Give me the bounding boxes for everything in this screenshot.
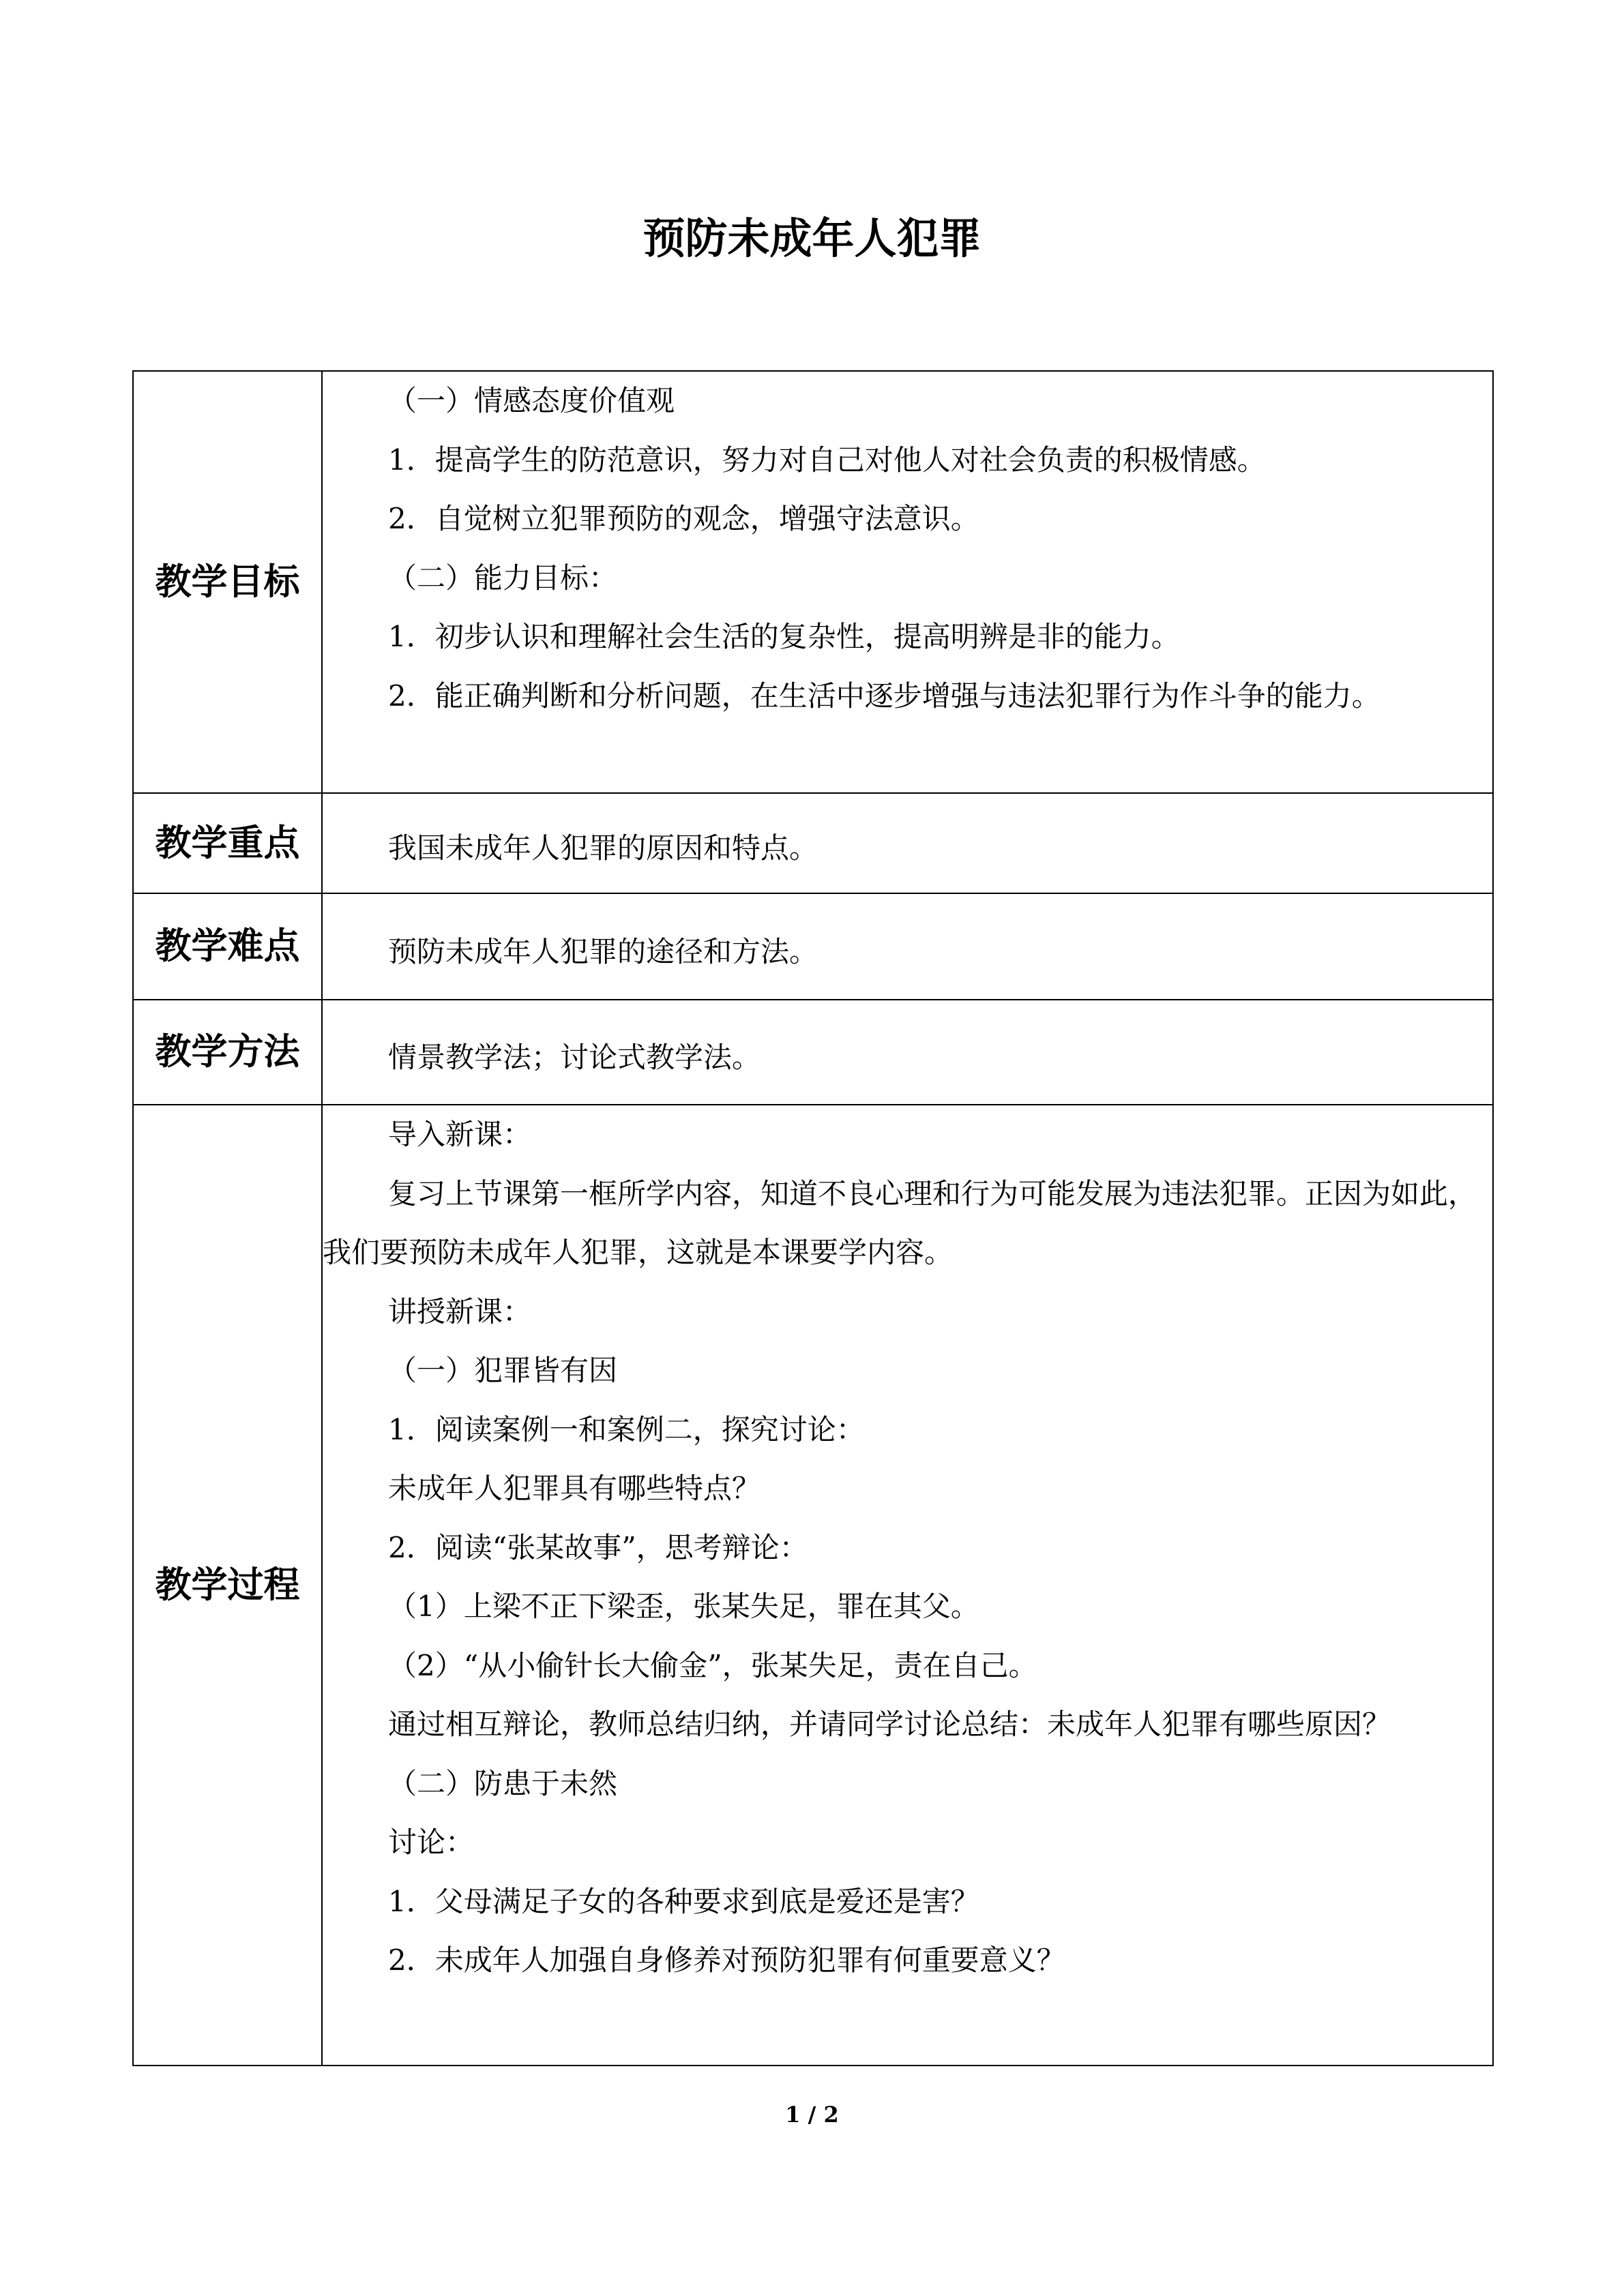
process-line: 2．未成年人加强自身修养对预防犯罪有何重要意义？: [388, 1943, 1065, 1977]
row-key-points: [133, 793, 1493, 893]
process-line: 2．阅读“张某故事”，思考辩论：: [388, 1530, 808, 1564]
process-line: 讨论：: [388, 1825, 475, 1859]
objectives-line: （二）能力目标：: [388, 561, 618, 595]
row-objectives: [133, 371, 1493, 793]
label-difficulties: 教学难点: [133, 893, 322, 1000]
page-number: 1 / 2: [785, 2102, 839, 2128]
key-points-text: 我国未成年人犯罪的原因和特点。: [388, 831, 818, 865]
process-line: （1）上梁不正下梁歪，张某失足，罪在其父。: [388, 1590, 979, 1623]
process-line: 通过相互辩论，教师总结归纳，并请同学讨论总结：未成年人犯罪有哪些原因？: [388, 1708, 1391, 1741]
objectives-line: 1．提高学生的防范意识，努力对自己对他人对社会负责的积极情感。: [388, 443, 1266, 477]
label-process: 教学过程: [133, 1105, 322, 2066]
process-line: 讲授新课：: [388, 1294, 532, 1328]
process-line: 1．阅读案例一和案例二，探究讨论：: [388, 1412, 865, 1446]
label-objectives: 教学目标: [133, 371, 322, 793]
row-process: [133, 1105, 1493, 2066]
process-line: （2）“从小偷针长大偷金”，张某失足，责在自己。: [388, 1648, 1037, 1682]
lesson-plan-table: [132, 370, 1494, 2066]
process-line: 未成年人犯罪具有哪些特点？: [388, 1472, 761, 1505]
row-methods: [133, 1000, 1493, 1105]
difficulties-text: 预防未成年人犯罪的途径和方法。: [388, 934, 818, 968]
objectives-line: 2．自觉树立犯罪预防的观念，增强守法意识。: [388, 502, 979, 535]
content-difficulties: [322, 893, 1493, 1000]
page-title: 预防未成年人犯罪: [643, 213, 981, 263]
content-key-points: [322, 793, 1493, 893]
process-line: （一）犯罪皆有因: [388, 1354, 618, 1387]
process-line: 复习上节课第一框所学内容，知道不良心理和行为可能发展为违法犯罪。正因为如此，我们要预防未成年人犯罪，这就是本课要学内容。: [323, 1176, 1477, 1269]
objectives-line: 2．能正确判断和分析问题，在生活中逐步增强与违法犯罪行为作斗争的能力。: [388, 679, 1381, 713]
content-objectives: [322, 371, 1493, 793]
label-methods: 教学方法: [133, 1000, 322, 1105]
process-line: （二）防患于未然: [388, 1766, 618, 1800]
content-methods: [322, 1000, 1493, 1105]
label-key-points: 教学重点: [133, 793, 322, 893]
process-line: 1．父母满足子女的各种要求到底是爱还是害？: [388, 1884, 979, 1918]
process-line: 导入新课：: [388, 1118, 532, 1151]
row-difficulties: [133, 893, 1493, 1000]
objectives-line: （一）情感态度价值观: [388, 384, 675, 417]
content-process: [322, 1105, 1493, 2066]
objectives-line: 1．初步认识和理解社会生活的复杂性，提高明辨是非的能力。: [388, 620, 1180, 653]
methods-text: 情景教学法；讨论式教学法。: [388, 1040, 761, 1074]
